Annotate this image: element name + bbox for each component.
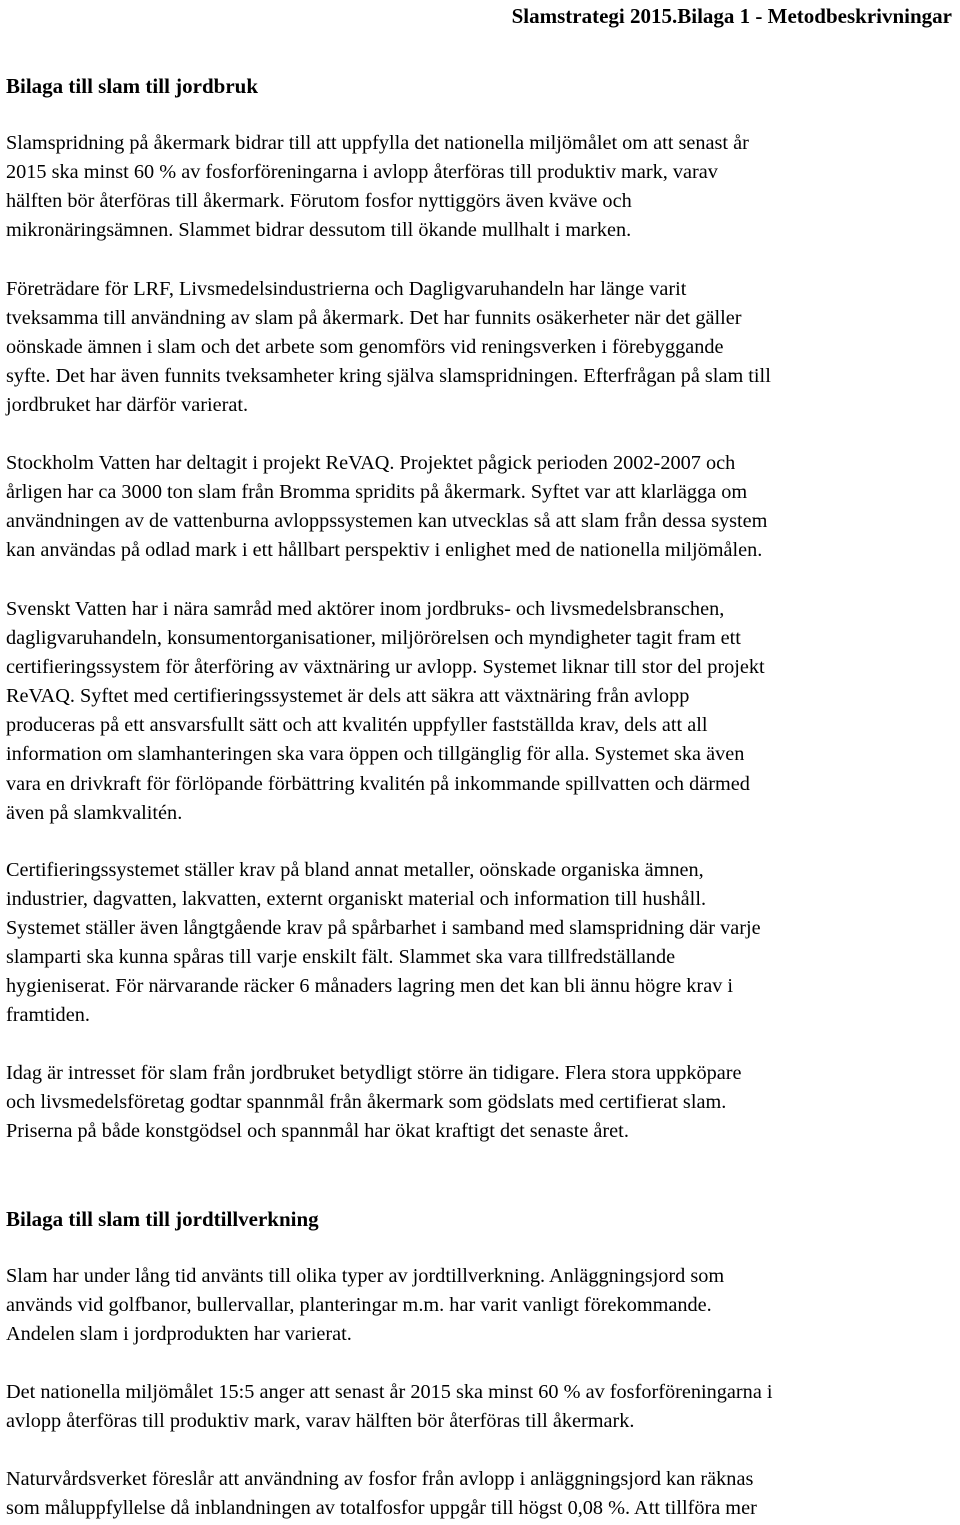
text-line: Priserna på både konstgödsel och spannmål har ökat kraftigt det senaste året. bbox=[6, 1120, 629, 1143]
paragraph-naturvardsverket bbox=[6, 1465, 757, 1523]
paragraph-intresset bbox=[6, 1059, 742, 1146]
text-line: Andelen slam i jordprodukten har varierat. bbox=[6, 1323, 352, 1346]
text-line: Stockholm Vatten har deltagit i projekt ReVAQ. Projektet pågick perioden 2002-2007 och bbox=[6, 452, 736, 474]
text-line: Slam har under lång tid använts till olika typer av jordtillverkning. Anläggningsjord som bbox=[6, 1265, 725, 1287]
text-line: Svenskt Vatten har i nära samråd med aktörer inom jordbruks- och livsmedelsbranschen, bbox=[6, 598, 725, 620]
text-line: information om slamhanteringen ska vara öppen och tillgänglig för alla. Systemet ska även bbox=[6, 743, 745, 766]
text-line: och livsmedelsföretag godtar spannmål från åkermark som gödslats med certifierat slam. bbox=[6, 1091, 727, 1114]
paragraph-slamspridning bbox=[6, 129, 749, 245]
text-line: användningen av de vattenburna avloppssystemen kan utvecklas så att slam från dessa system bbox=[6, 510, 768, 533]
text-line: används vid golfbanor, bullervallar, planteringar m.m. har varit vanligt förekommande. bbox=[6, 1294, 712, 1317]
text-line: kan användas på odlad mark i ett hållbart perspektiv i enlighet med de nationella miljömålen. bbox=[6, 539, 763, 562]
text-line: även på slamkvalitén. bbox=[6, 801, 183, 824]
text-line: syfte. Det har även funnits tveksamheter kring själva slamspridningen. Efterfrågan på slam till bbox=[6, 365, 771, 388]
text-line: hälften bör återföras till åkermark. Förutom fosfor nyttiggörs även kväve och bbox=[6, 190, 632, 213]
paragraph-certifieringssystemet bbox=[6, 856, 761, 1031]
text-line: Naturvårdsverket föreslår att användning av fosfor från avlopp i anläggningsjord kan räknas bbox=[6, 1468, 754, 1490]
text-line: produceras på ett ansvarsfullt sätt och att kvalitén uppfyller fastställda krav, dels att all bbox=[6, 714, 708, 737]
text-line: oönskade ämnen i slam och det arbete som genomförs vid reningsverken i förebyggande bbox=[6, 336, 724, 359]
section-heading-jordtillverkning: Bilaga till slam till jordtillverkning bbox=[6, 1207, 319, 1231]
text-line: 2015 ska minst 60 % av fosforföreningarna i avlopp återföras till produktiv mark, varav bbox=[6, 161, 718, 184]
text-line: hygieniserat. För närvarande räcker 6 månaders lagring men det kan bli ännu högre krav i bbox=[6, 975, 734, 998]
text-line: framtiden. bbox=[6, 1004, 90, 1027]
text-line: Idag är intresset för slam från jordbruket betydligt större än tidigare. Flera stora uppköpare bbox=[6, 1062, 742, 1084]
text-line: mikronäringsämnen. Slammet bidrar dessutom till ökande mullhalt i marken. bbox=[6, 219, 632, 242]
paragraph-svenskt-vatten bbox=[6, 595, 765, 828]
text-line: Systemet ställer även långtgående krav på spårbarhet i samband med slamspridning där varje bbox=[6, 917, 761, 940]
section-heading-jordbruk: Bilaga till slam till jordbruk bbox=[6, 74, 259, 98]
text-line: dagligvaruhandeln, konsumentorganisationer, miljörörelsen och myndigheter tagit fram ett bbox=[6, 627, 741, 650]
text-line: årligen har ca 3000 ton slam från Bromma spridits på åkermark. Syftet var att klarlägga om bbox=[6, 481, 748, 504]
text-line: jordbruket har därför varierat. bbox=[6, 394, 249, 417]
text-line: vara en drivkraft för förlöpande förbättring kvalitén på inkommande spillvatten och därmed bbox=[6, 772, 750, 795]
paragraph-lrf bbox=[6, 275, 771, 420]
text-line: certifieringssystem för återföring av växtnäring ur avlopp. Systemet liknar till stor del projekt bbox=[6, 656, 765, 679]
text-line: som måluppfyllelse då inblandningen av totalfosfor uppgår till högst 0,08 %. Att tillföra mer bbox=[6, 1497, 757, 1520]
text-line: industrier, dagvatten, lakvatten, externt organiskt material och information till hushåll. bbox=[6, 888, 707, 911]
text-line: tveksamma till användning av slam på åkermark. Det har funnits osäkerheter när det gäller bbox=[6, 307, 742, 330]
paragraph-miljomalet bbox=[6, 1378, 773, 1436]
text-line: ReVAQ. Syftet med certifieringssystemet är dels att säkra att växtnäring från avlopp bbox=[6, 685, 690, 708]
text-line: avlopp återföras till produktiv mark, varav hälften bör återföras till åkermark. bbox=[6, 1410, 635, 1433]
text-line: Det nationella miljömålet 15:5 anger att senast år 2015 ska minst 60 % av fosforföreningarna i bbox=[6, 1381, 773, 1403]
paragraph-stockholm-vatten bbox=[6, 449, 767, 565]
text-line: slamparti ska kunna spåras till varje enskilt fält. Slammet ska vara tillfredställande bbox=[6, 946, 676, 969]
text-line: Företrädare för LRF, Livsmedelsindustrierna och Dagligvaruhandeln har länge varit bbox=[6, 278, 687, 300]
text-line: Slamspridning på åkermark bidrar till att uppfylla det nationella miljömålet om att senast år bbox=[6, 132, 749, 154]
paragraph-jordtillverkning bbox=[6, 1262, 724, 1349]
text-line: Certifieringssystemet ställer krav på bland annat metaller, oönskade organiska ämnen, bbox=[6, 859, 704, 881]
running-header: Slamstrategi 2015.Bilaga 1 - Metodbeskrivningar bbox=[511, 4, 952, 28]
